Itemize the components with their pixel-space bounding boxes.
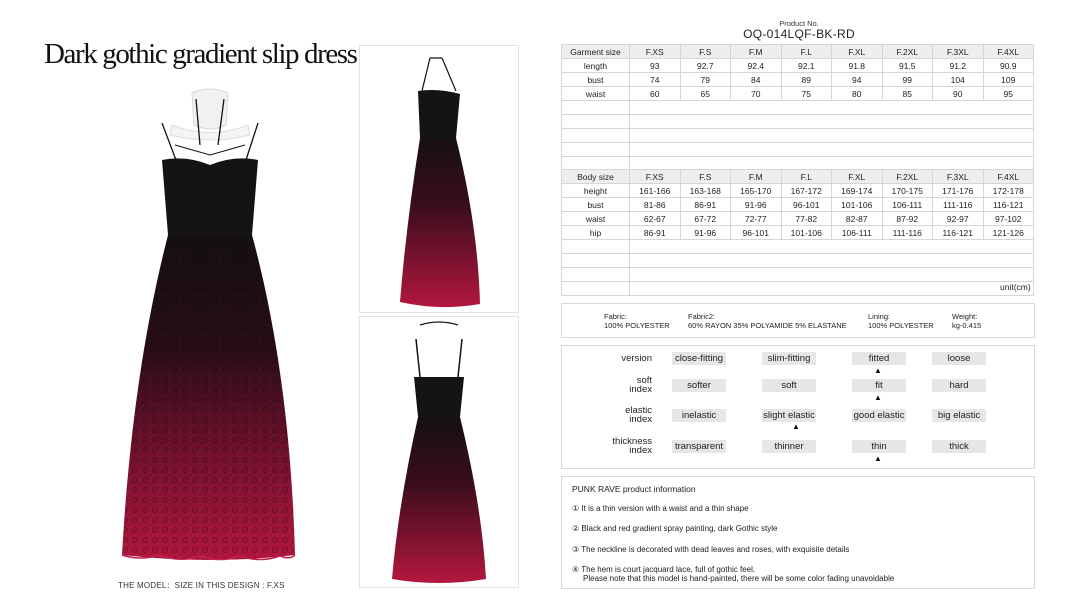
table-cell: 95 (983, 87, 1034, 101)
product-info-note: Please note that this model is hand-painted, there will be some color fading unavoidable (583, 574, 895, 583)
table-header-cell: F.XS (630, 170, 681, 184)
table-row-empty (562, 282, 1034, 296)
table-cell: 99 (882, 73, 933, 87)
main-product-image (100, 85, 320, 565)
table-cell: 167-172 (781, 184, 832, 198)
table-header-cell: F.3XL (933, 45, 984, 59)
table-cell: 79 (680, 73, 731, 87)
fabric2-block (688, 312, 847, 330)
table-cell: 92-97 (933, 212, 984, 226)
table-cell: waist (562, 87, 630, 101)
feature-option: inelastic (672, 409, 726, 422)
table-header-cell: F.S (680, 170, 731, 184)
table-cell: 111-116 (882, 226, 933, 240)
garment-size-table (561, 44, 1034, 171)
product-info-box (561, 476, 1035, 589)
table-cell: 94 (832, 73, 883, 87)
table-row (562, 73, 1034, 87)
table-header-cell: F.M (731, 170, 782, 184)
table-cell: 91.2 (933, 59, 984, 73)
table-cell: 101-106 (832, 198, 883, 212)
product-title: Dark gothic gradient slip dress (44, 38, 357, 70)
product-info-item: ② Black and red gradient spray painting, dark Gothic style (572, 524, 778, 533)
weight-label: Weight: (952, 312, 978, 321)
table-row-empty (562, 240, 1034, 254)
table-row-empty (562, 254, 1034, 268)
table-cell: 90.9 (983, 59, 1034, 73)
table-cell: 67-72 (680, 212, 731, 226)
product-number-label: Product No. (779, 19, 819, 28)
table-cell: 92.7 (680, 59, 731, 73)
table-row-empty (562, 129, 1034, 143)
table-cell: 89 (781, 73, 832, 87)
table-header-cell: F.L (781, 45, 832, 59)
feature-option: close-fitting (672, 352, 726, 365)
fabric1-label: Fabric: (604, 312, 627, 321)
weight-value: kg-0.415 (952, 321, 982, 330)
table-cell: bust (562, 198, 630, 212)
table-row-empty (562, 101, 1034, 115)
table-row-empty (562, 115, 1034, 129)
table-cell: 92.1 (781, 59, 832, 73)
table-header-cell: F.4XL (983, 45, 1034, 59)
table-row (562, 59, 1034, 73)
feature-label: soft index (629, 375, 652, 395)
table-row (562, 212, 1034, 226)
fabric1-block (604, 312, 670, 330)
table-cell: 121-126 (983, 226, 1034, 240)
table-cell: 171-176 (933, 184, 984, 198)
back-view-image (359, 316, 519, 588)
table-header-cell: F.S (680, 45, 731, 59)
selected-arrow-icon: ▲ (874, 454, 882, 463)
table-cell: 80 (832, 87, 883, 101)
feature-label: thickness index (612, 436, 652, 456)
table-header-cell: F.2XL (882, 170, 933, 184)
table-header-cell: Body size (562, 170, 630, 184)
feature-option-selected: slight elastic (763, 410, 815, 421)
product-number (740, 19, 858, 41)
feature-scale-box (561, 345, 1035, 469)
table-cell: 96-101 (731, 226, 782, 240)
table-cell: 72-77 (731, 212, 782, 226)
feature-option: softer (672, 379, 726, 392)
table-cell: 96-101 (781, 198, 832, 212)
table-header-cell: F.XS (630, 45, 681, 59)
table-cell: hip (562, 226, 630, 240)
table-cell: 91-96 (680, 226, 731, 240)
table-cell: 74 (630, 73, 681, 87)
selected-arrow-icon: ▲ (874, 366, 882, 375)
table-row-empty (562, 143, 1034, 157)
feature-option: big elastic (932, 409, 986, 422)
table-header-row (562, 45, 1034, 59)
table-cell: 172-178 (983, 184, 1034, 198)
product-info-item: ④ The hem is court jacquard lace, full of gothic feel. (572, 565, 756, 574)
fabric2-label: Fabric2: (688, 312, 716, 321)
table-cell: 93 (630, 59, 681, 73)
table-cell: 97-102 (983, 212, 1034, 226)
table-cell: 75 (781, 87, 832, 101)
weight-block (952, 312, 981, 330)
table-cell: 91-96 (731, 198, 782, 212)
feature-option: good elastic (853, 410, 905, 421)
unit-label: unit(cm) (1000, 282, 1031, 292)
table-cell: 87-92 (882, 212, 933, 226)
feature-option: slim-fitting (762, 352, 816, 365)
fabric1-value: 100% POLYESTER (604, 321, 670, 330)
selected-arrow-icon: ▲ (792, 422, 800, 431)
body-size-table (561, 169, 1034, 296)
table-cell: 169-174 (832, 184, 883, 198)
table-row (562, 198, 1034, 212)
table-row (562, 226, 1034, 240)
feature-option: thinner (762, 440, 816, 453)
table-cell: 62-67 (630, 212, 681, 226)
product-number-value: OQ-014LQF-BK-RD (743, 27, 855, 41)
lining-block (868, 312, 934, 330)
side-view-image (359, 45, 519, 313)
table-header-cell: F.L (781, 170, 832, 184)
table-row-empty (562, 268, 1034, 282)
table-cell: 116-121 (933, 226, 984, 240)
table-cell: 81-86 (630, 198, 681, 212)
table-header-cell: F.4XL (983, 170, 1034, 184)
feature-option-selected: fitted (852, 352, 906, 365)
table-cell: 60 (630, 87, 681, 101)
table-cell: 161-166 (630, 184, 681, 198)
feature-option: thick (932, 440, 986, 453)
table-header-cell: F.XL (832, 170, 883, 184)
table-cell: 116-121 (983, 198, 1034, 212)
table-cell: 165-170 (731, 184, 782, 198)
table-cell: bust (562, 73, 630, 87)
feature-option: loose (932, 352, 986, 365)
table-cell: 163-168 (680, 184, 731, 198)
table-cell: 91.8 (832, 59, 883, 73)
table-cell: waist (562, 212, 630, 226)
table-header-cell: F.M (731, 45, 782, 59)
table-cell: 85 (882, 87, 933, 101)
feature-option: hard (932, 379, 986, 392)
product-info-item: ③ The neckline is decorated with dead leaves and roses, with exquisite details (572, 545, 850, 554)
table-cell: 106-111 (832, 226, 883, 240)
table-cell: 104 (933, 73, 984, 87)
feature-option: soft (762, 379, 816, 392)
product-info-item: ① It is a thin version with a waist and a thin shape (572, 504, 749, 513)
table-cell: length (562, 59, 630, 73)
table-row (562, 87, 1034, 101)
feature-option-selected: fit (852, 379, 906, 392)
table-cell: 86-91 (680, 198, 731, 212)
table-cell: 77-82 (781, 212, 832, 226)
table-cell: 65 (680, 87, 731, 101)
model-size-note: THE MODEL：SIZE IN THIS DESIGN : F.XS (118, 581, 285, 590)
table-row (562, 184, 1034, 198)
lining-label: Lining: (868, 312, 891, 321)
table-cell: 82-87 (832, 212, 883, 226)
table-cell: height (562, 184, 630, 198)
selected-arrow-icon: ▲ (874, 393, 882, 402)
table-header-cell: F.2XL (882, 45, 933, 59)
table-header-row (562, 170, 1034, 184)
feature-label: elastic index (625, 405, 652, 425)
table-cell: 106-111 (882, 198, 933, 212)
table-header-cell: F.3XL (933, 170, 984, 184)
feature-option: transparent (672, 440, 726, 453)
table-cell: 170-175 (882, 184, 933, 198)
fabric2-value: 60% RAYON 35% POLYAMIDE 5% ELASTANE (688, 321, 847, 330)
table-cell: 111-116 (933, 198, 984, 212)
table-cell: 70 (731, 87, 782, 101)
product-info-heading: PUNK RAVE product information (572, 484, 696, 494)
table-cell: 92.4 (731, 59, 782, 73)
lining-value: 100% POLYESTER (868, 321, 934, 330)
fabric-info-box (561, 303, 1035, 338)
table-cell: 91.5 (882, 59, 933, 73)
table-cell: 90 (933, 87, 984, 101)
table-cell: 86-91 (630, 226, 681, 240)
table-cell: 101-106 (781, 226, 832, 240)
table-header-cell: Garment size (562, 45, 630, 59)
feature-option-selected: thin (852, 440, 906, 453)
table-cell: 109 (983, 73, 1034, 87)
table-cell: 84 (731, 73, 782, 87)
table-header-cell: F.XL (832, 45, 883, 59)
feature-label: version (621, 353, 652, 364)
